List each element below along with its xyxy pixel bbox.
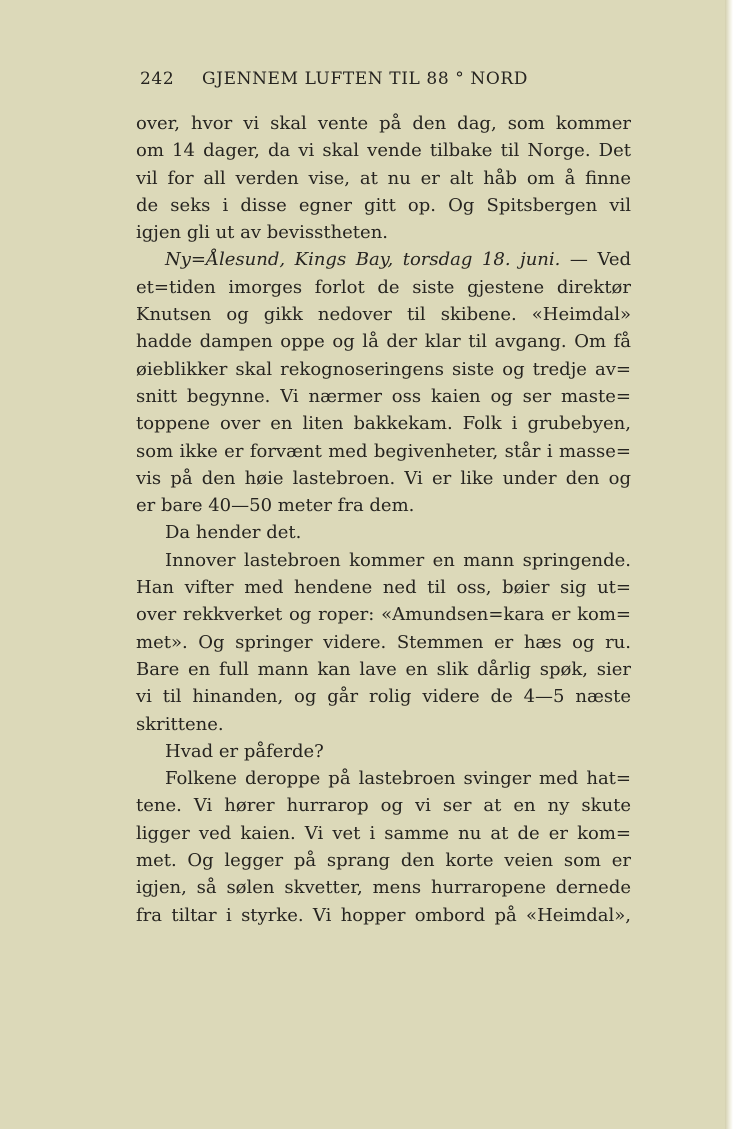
text-line: et=tiden imorges forlot de siste gjestene direktør bbox=[136, 276, 631, 298]
text-line: over rekkverket og roper: «Amundsen=kara er kom= bbox=[136, 604, 631, 626]
running-title: GJENNEM LUFTEN TIL 88 ° NORD bbox=[202, 69, 529, 89]
text-line: som ikke er forvænt med begivenheter, står i masse= bbox=[136, 440, 631, 462]
text-line: Knutsen og gikk nedover til skibene. «Heimdal» bbox=[136, 304, 631, 326]
text-line: skrittene. bbox=[136, 713, 224, 735]
text-line: fra tiltar i styrke. Vi hopper ombord på «Heimdal», bbox=[136, 904, 631, 926]
text-line: Da hender det. bbox=[165, 522, 302, 544]
text-line: Bare en full mann kan lave en slik dårlig spøk, sier bbox=[136, 658, 631, 680]
text-segment: snitt begynne. bbox=[136, 385, 271, 407]
text-line: toppene over en liten bakkekam. Folk i grubebyen, bbox=[136, 413, 631, 435]
text-line: vi til hinanden, og går rolig videre de 4—5 næste bbox=[136, 686, 631, 708]
text-line: er bare 40—50 meter fra dem. bbox=[136, 495, 415, 517]
dateline-place-date: Ny=Ålesund, Kings Bay, torsdag 18. juni. bbox=[165, 249, 561, 271]
page-edge bbox=[725, 0, 733, 1129]
text-line: Hvad er påferde? bbox=[165, 740, 324, 762]
text-line: met. Og legger på sprang den korte veien som er bbox=[136, 850, 631, 872]
text-line: over, hvor vi skal vente på den dag, som kommer bbox=[136, 113, 631, 134]
text-line: øieblikker skal rekognoseringens siste og tredje av= bbox=[136, 358, 631, 380]
text-line: igjen, så sølen skvetter, mens hurraropene dernede bbox=[136, 877, 631, 899]
page-number: 242 bbox=[140, 69, 175, 89]
text-line: de seks i disse egner gitt op. Og Spitsbergen vil bbox=[136, 194, 631, 216]
text-line: igjen gli ut av bevisstheten. bbox=[136, 222, 389, 244]
body-text bbox=[136, 110, 631, 929]
text-line: vil for all verden vise, at nu er alt håb om å finne bbox=[136, 167, 631, 189]
dateline-rest: — Ved bbox=[560, 249, 632, 271]
text-line: hadde dampen oppe og lå der klar til avgang. Om få bbox=[136, 331, 631, 353]
text-line: met». Og springer videre. Stemmen er hæs og ru. bbox=[136, 631, 631, 653]
running-header bbox=[140, 69, 640, 97]
text-line: Han vifter med hendene ned til oss, bøier sig ut= bbox=[136, 577, 631, 599]
text-line: tene. Vi hører hurrarop og vi ser at en ny skute bbox=[136, 795, 631, 817]
text-line: Innover lastebroen kommer en mann springende. bbox=[165, 549, 631, 571]
text-line: om 14 dager, da vi skal vende tilbake til Norge. Det bbox=[136, 140, 631, 162]
text-line: Folkene deroppe på lastebroen svinger med hat= bbox=[165, 768, 631, 790]
text-line-combined bbox=[136, 383, 631, 410]
text-line: ligger ved kaien. Vi vet i samme nu at de er kom= bbox=[136, 822, 631, 844]
text-line: vis på den høie lastebroen. Vi er like under den og bbox=[136, 467, 631, 489]
dateline bbox=[136, 246, 631, 273]
text-segment: Vi nærmer oss kaien og ser maste= bbox=[280, 385, 631, 407]
